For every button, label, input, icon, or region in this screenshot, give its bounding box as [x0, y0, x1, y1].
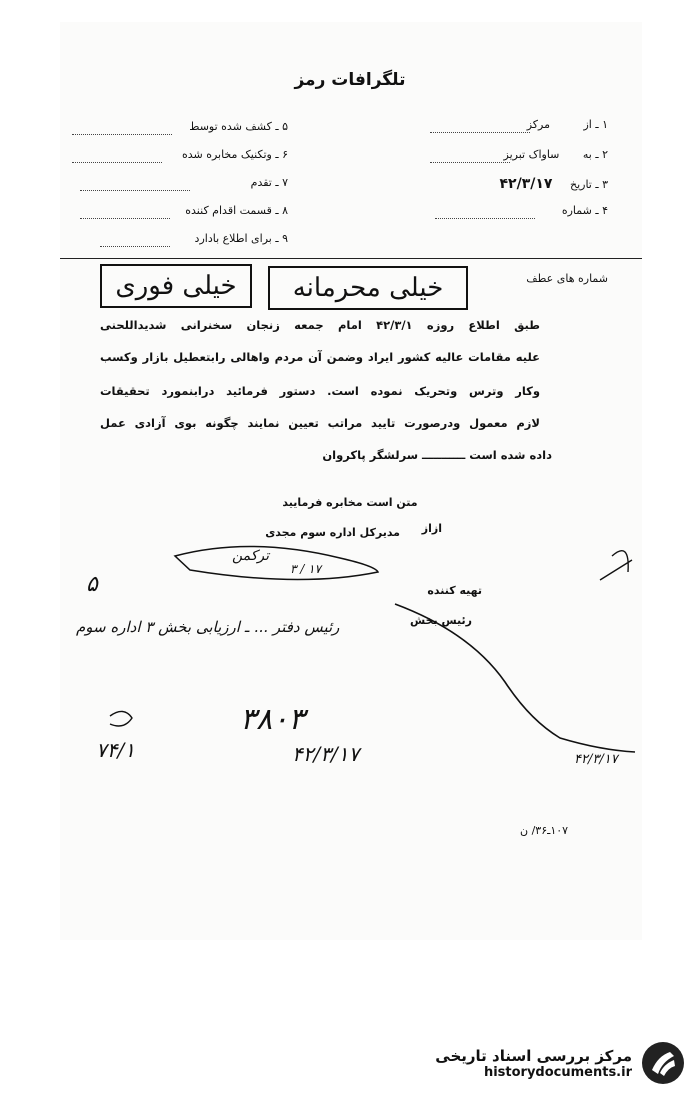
stamp-very-urgent: خیلی فوری — [100, 264, 252, 308]
watermark-logo — [435, 1040, 686, 1086]
archive-reference: ۱۰۷ـ۳۶/ ن — [520, 824, 569, 837]
body-line: وکار وترس وتحریک نموده است. دستور فرمائید درابنمورد تحقیقات — [100, 384, 540, 398]
watermark-name: مرکز بررسی اسناد تاریخی — [435, 1046, 632, 1065]
handwritten-notes: رئیس دفتر ... ـ ارزیابی بخش ۳ اداره سوم — [76, 618, 340, 636]
reference-numbers-label: شماره های عطف — [526, 272, 608, 285]
signature-stroke — [175, 546, 378, 579]
field-date-label: ۳ ـ تاریخ — [569, 178, 608, 191]
handwritten-dates: ۴۲/۳/۱۷ — [292, 742, 360, 766]
body-line-signature: داده شده است ـــــــــــ سرلشگر پاکروان — [322, 448, 552, 462]
field-date-value: ۴۲/۳/۱۷ — [499, 176, 553, 192]
transmit-instruction: متن است مخابره فرمایید — [282, 496, 418, 509]
body-line: علیه مقامات عالیه کشور ایراد وضمن آن مردم واهالی رابتعطیل بازار وکسب — [100, 350, 540, 364]
field-action-section: ۸ ـ قسمت اقدام کننده — [185, 204, 288, 217]
handwritten-number: ۵ — [86, 572, 98, 597]
field-priority: ۷ ـ تقدم — [250, 176, 288, 189]
document-title: تلگرافات رمز — [294, 70, 406, 90]
from-value: مدیرکل اداره سوم مجدی — [265, 526, 400, 539]
watermark-text — [435, 1047, 632, 1080]
field-to-value: ساواک تبریز — [503, 148, 560, 161]
handwritten-right-code: ۴۲/۳/۱۷ — [574, 752, 618, 767]
book-icon — [640, 1040, 686, 1086]
handwritten-big-number: ۳۸۰۳ — [240, 702, 305, 737]
body-line: لازم معمول ودرصورت تایید مراتب تعیین نمایند چگونه بوی آزادی عمل — [100, 416, 540, 430]
stamp-top-secret: خیلی محرمانه — [268, 266, 468, 310]
field-technique: ۶ ـ وتکنیک مخابره شده — [181, 148, 288, 161]
field-number-label: ۴ ـ شماره — [561, 204, 608, 217]
watermark-url: historydocuments.ir — [483, 1064, 632, 1080]
field-decoded-by: ۵ ـ کشف شده توسط — [189, 120, 288, 133]
section-head-label: رئیس بخش — [410, 614, 472, 627]
preparer-label: تهیه کننده — [427, 584, 482, 597]
field-for-info: ۹ ـ برای اطلاع بادارد — [194, 232, 288, 245]
body-line: طبق اطلاع روزه ۴۲/۳/۱ امام جمعه زنجان سخنرانی شدیداللحنی — [100, 318, 540, 332]
mark-stroke — [600, 551, 632, 580]
field-from-value: مرکز — [526, 118, 550, 131]
from-label: ازاز — [421, 522, 442, 535]
field-from-label: ۱ ـ از — [583, 118, 608, 131]
handwritten-ref-code: ۷۴/۱ — [96, 738, 135, 762]
handwritten-date: ۱۷ / ۳ — [290, 562, 322, 576]
mark-stroke — [110, 711, 132, 726]
handwritten-signature: ترکمن — [232, 548, 270, 564]
field-to-label: ۲ ـ به — [582, 148, 608, 161]
line-stroke — [395, 604, 635, 752]
